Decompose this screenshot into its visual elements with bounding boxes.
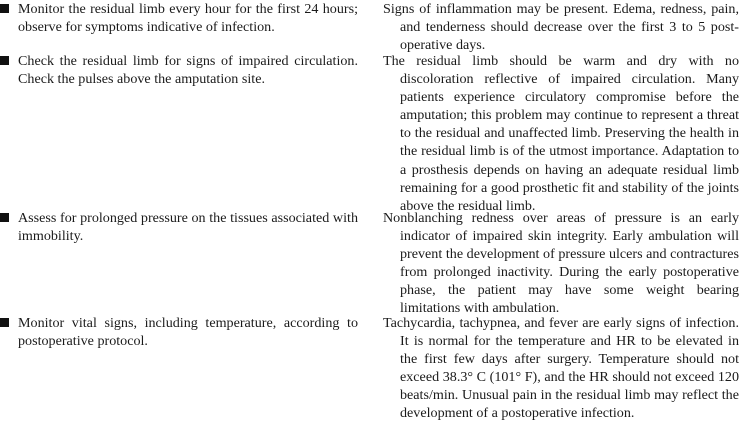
intervention-cell	[0, 209, 358, 245]
rationale-text: Nonblanching redness over areas of pressure is an early indicator of impaired skin integrity. Early ambulation will prevent the development of pressure ulcers and contractures from prolonged inactivity. During the early postoperative phase, the patient may have some weight bearing limitations with ambulation.	[383, 210, 739, 317]
rationale-text: Signs of inflammation may be present. Edema, redness, pain, and tenderness should decrease over the first 3 to 5 post-operative days.	[383, 1, 739, 54]
intervention-text: Monitor vital signs, including temperature, according to postoperative protocol.	[18, 315, 358, 350]
intervention-cell	[0, 52, 358, 88]
rationale-text: The residual limb should be warm and dry with no discoloration reflective of impaired circulation. Many patients experience circulatory compromise before the amputation; this problem may continue to represent a threat to the residual and unaffected limb. Preserving the health in the residual limb is of the utmost importance. Adaptation to a prosthesis depends on having an adequate residual limb remaining for a good prosthetic fit and stability of the joints above the residual limb.	[383, 53, 739, 214]
rationale-text: Tachycardia, tachypnea, and fever are early signs of infection. It is normal for the temperature and HR to be elevated in the first few days after surgery. Temperature should not exceed 38.3° C (101° F), and the HR should not exceed 120 beats/min. Unusual pain in the residual limb may reflect the development of a postoperative infection.	[383, 315, 739, 422]
intervention-text: Assess for prolonged pressure on the tissues associated with immobility.	[18, 210, 358, 245]
square-bullet-icon	[0, 318, 9, 327]
intervention-text: Check the residual limb for signs of impaired circulation. Check the pulses above the amputation site.	[18, 53, 358, 88]
intervention-cell	[0, 0, 358, 36]
square-bullet-icon	[0, 4, 9, 13]
square-bullet-icon	[0, 213, 9, 222]
square-bullet-icon	[0, 56, 9, 65]
intervention-text: Monitor the residual limb every hour for the first 24 hours; observe for symptoms indicative of infection.	[18, 1, 358, 36]
intervention-cell	[0, 314, 358, 350]
